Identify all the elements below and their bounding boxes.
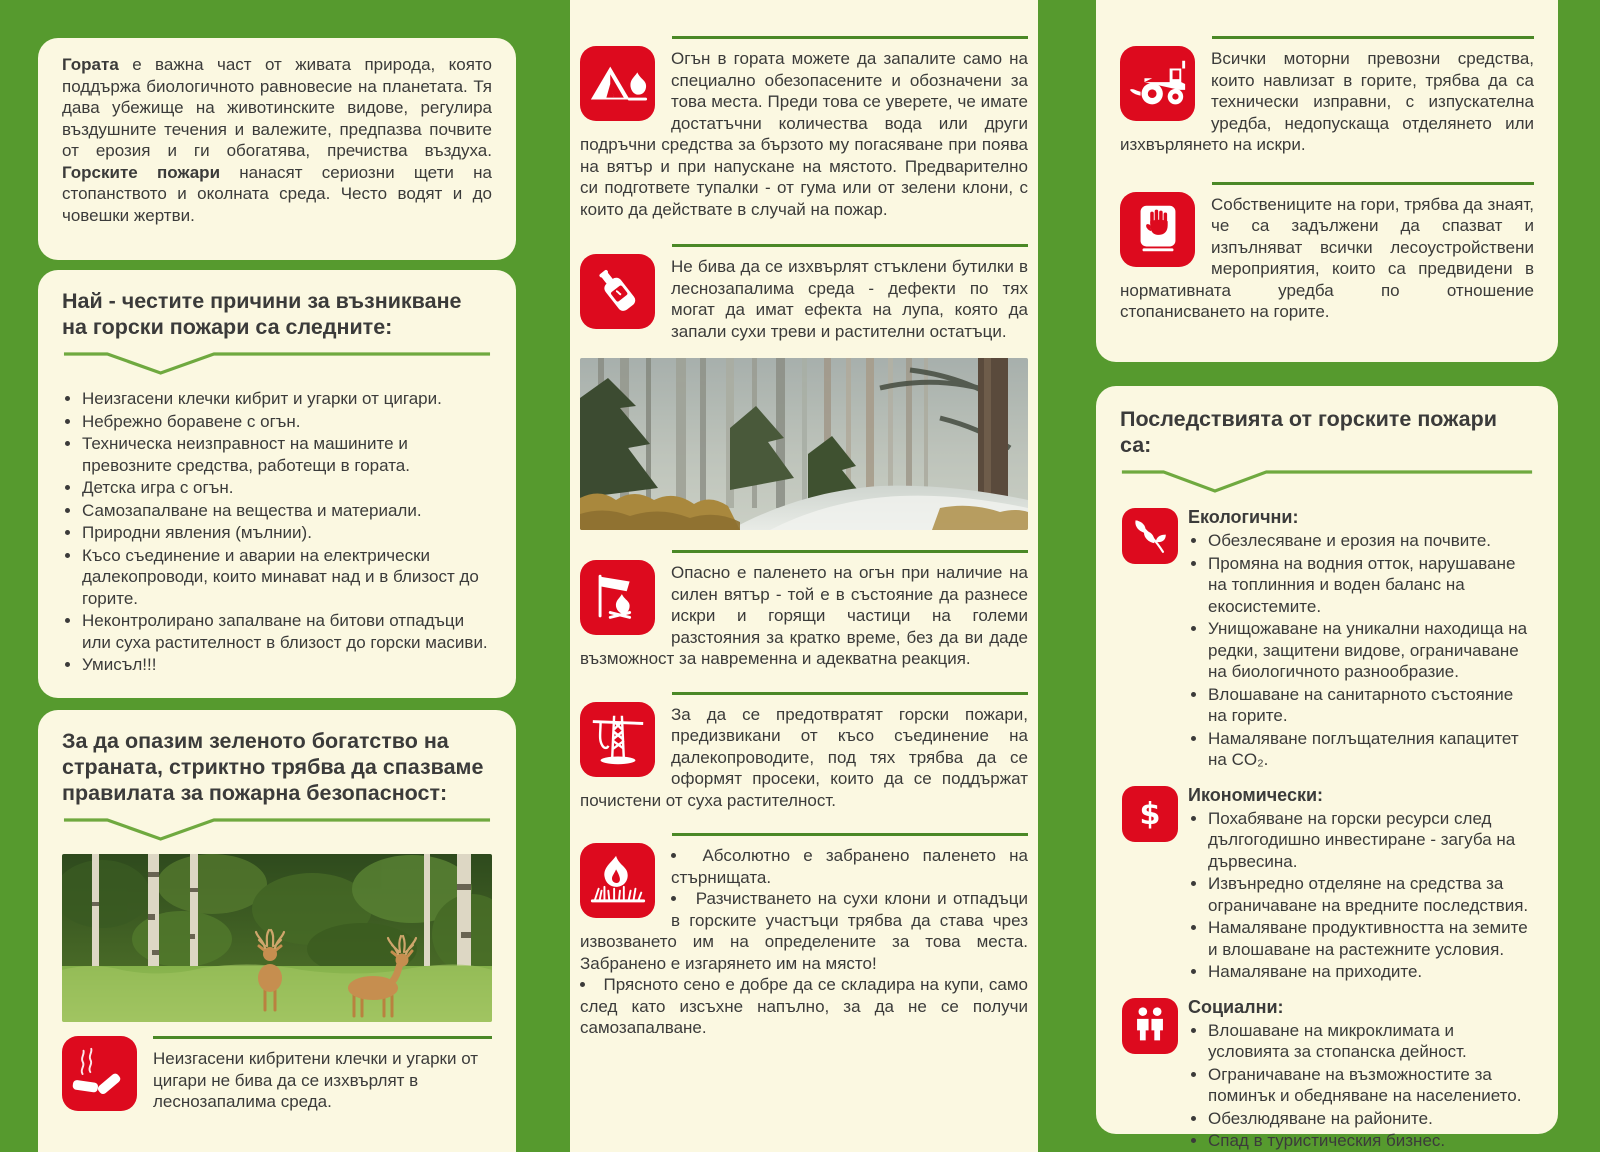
list-item: • Самозапалване на вещества и материали. bbox=[82, 500, 492, 522]
rules-card bbox=[38, 710, 516, 1152]
wind-rule-block bbox=[580, 550, 1028, 670]
section-title: Икономически: bbox=[1188, 784, 1324, 805]
section-title: Екологични: bbox=[1188, 507, 1299, 527]
tractor-icon bbox=[1120, 46, 1195, 121]
list-item: • Унищожаване на уникални находища на редки, защитени видове, ограничаване на биологичното разнообразие. bbox=[1208, 618, 1534, 683]
list-item: • Ограничаване на възможностите за поминък и обедняване на населението. bbox=[1208, 1064, 1534, 1107]
stubble-rule-block bbox=[580, 833, 1028, 1039]
vehicles-owners-card bbox=[1096, 0, 1558, 362]
windsock-fire-icon bbox=[580, 560, 655, 635]
vehicles-rule-block bbox=[1120, 36, 1534, 156]
owners-rule-text: Собствениците на гори, трябва да знаят, че са задължени да спазват и изпълняват всички лесоустройствени мероприятия, които са предвидени в нормативната уредба по отношение стопанисването на горите. bbox=[1120, 194, 1534, 321]
list-item: • Похабяване на горски ресурси след дългогодишно инвестиране - загуба на дървесина. bbox=[1208, 808, 1534, 873]
two-people-icon bbox=[1122, 998, 1178, 1054]
list-item: • Обезлюдяване на районите. bbox=[1208, 1108, 1534, 1130]
list-item: • Умисъл!!! bbox=[82, 654, 492, 676]
causes-heading: Най - честите причини за възникване на горски пожари са следните: bbox=[62, 289, 462, 339]
hand-on-book-icon bbox=[1120, 192, 1195, 267]
chevron-divider bbox=[62, 350, 492, 376]
causes-list bbox=[62, 388, 492, 676]
list-item: • Намаляване продуктивността на земите и влошаване на растежните условия. bbox=[1208, 917, 1534, 960]
vehicles-rule-text: Всички моторни превозни средства, които навлизат в горите, трябва да са технически изправни, с изпускателна уредба, недопускаща отделянето или изхвърлянето на искри. bbox=[1120, 49, 1534, 154]
power-line-icon bbox=[580, 702, 655, 777]
rule-line bbox=[672, 244, 1028, 247]
list-item: • Прясното сено е добре да се складира на купи, само след като изсъхне напълно, за да не се получи самозапалване. bbox=[580, 974, 1028, 1039]
misty-forest-photo bbox=[580, 358, 1028, 530]
list-item: • Намаляване поглъщателния капацитет на CO₂. bbox=[1208, 728, 1534, 771]
causes-card bbox=[38, 270, 516, 698]
bottle-rule-text: Не бива да се изхвърлят стъклени бутилки в леснозапалима среда - дефекти по тях могат да имат ефекта на лупа, която да запали сухи треви и растителни остатъци. bbox=[671, 257, 1028, 341]
list-item: • Абсолютно е забранено паленето на стърнищата. bbox=[580, 845, 1028, 888]
list-item: • Природни явления (мълнии). bbox=[82, 522, 492, 544]
tent-campfire-icon bbox=[580, 46, 655, 121]
wind-rule-text: Опасно е паленето на огън при наличие на силен вятър - той е в състояние да разнесе искри и горящи частици на големи разстояния за кратко време, без да ви даде възможност за навременна и адекватна реакция. bbox=[580, 563, 1028, 668]
social-list bbox=[1188, 1020, 1534, 1152]
rule-line bbox=[1212, 182, 1534, 185]
dollar-icon bbox=[1122, 786, 1178, 842]
economic-list bbox=[1188, 808, 1534, 983]
list-item: • Неизгасени клечки кибрит и угарки от цигари. bbox=[82, 388, 492, 410]
cigarette-warning bbox=[62, 1036, 492, 1113]
bottle-rule-block bbox=[580, 244, 1028, 342]
list-item: • Влошаване на микроклимата и условията за стопанска дейност. bbox=[1208, 1020, 1534, 1063]
cigarette-icon bbox=[62, 1036, 137, 1111]
rule-line bbox=[672, 833, 1028, 836]
rules-heading: За да опазим зеленото богатство на страната, стриктно трябва да спазваме правилата за пожарна безопасност: bbox=[62, 729, 484, 805]
intro-paragraph: Гората е важна част от живата природа, която поддържа биологичното равновесие на планетата. Тя дава убежище на животинските видове, регулира въздушните течения и валежите, предпазва почвите от ерозия и ги обогатява, пречиства въздуха. Горските пожари нанасят сериозни щети на стопанството и околната среда. Често водят и до човешки жертви. bbox=[62, 55, 492, 225]
campfire-rule-text: Огън в гората можете да запалите само на специално обезопасените и обозначени за това места. Преди това се уверете, че имате достатъчни количества вода или други подръчни средства за бързото му погасяване при поява на вятър и при напускане на мястото. Предварително си подгответе тупалки - от гума или от зелени клони, с които да действате в случай на пожар. bbox=[580, 49, 1028, 219]
section-social bbox=[1120, 996, 1534, 1152]
list-item: • Неконтролирано запалване на битови отпадъци или суха растителност в близост до горски масиви. bbox=[82, 610, 492, 653]
rule-line bbox=[672, 550, 1028, 553]
list-item: • Късо съединение и аварии на електрически далекопроводи, които минават над и в близост до горите. bbox=[82, 545, 492, 610]
intro-bold-fires: Горските пожари bbox=[62, 162, 221, 182]
chevron-divider bbox=[62, 816, 492, 842]
section-economic bbox=[1120, 784, 1534, 984]
list-item: • Разчистването на сухи клони и отпадъци в горските участъци трябва да става чрез извозването им на определените за това места. Забранено е изгарянето им на място! bbox=[580, 888, 1028, 974]
powerline-rule-block bbox=[580, 692, 1028, 812]
cigarette-warning-text: Неизгасени кибритени клечки и угарки от цигари не бива да се изхвърлят в леснозапалима среда. bbox=[153, 1049, 479, 1111]
campfire-rule-block bbox=[580, 36, 1028, 220]
burning-stubble-icon bbox=[580, 843, 655, 918]
list-item: • Спад в туристическия бизнес. bbox=[1208, 1130, 1534, 1152]
rule-line bbox=[672, 692, 1028, 695]
powerline-rule-text: За да се предотвратят горски пожари, предизвикани от късо съединение на далекопроводите, под тях трябва да се оформят просеки, които да се поддържат почистени от суха растителност. bbox=[580, 704, 1028, 810]
intro-bold-forest: Гората bbox=[62, 55, 119, 74]
consequences-card bbox=[1096, 386, 1558, 1150]
list-item: • Промяна на водния отток, нарушаване на топлинния и воден баланс на екосистемите. bbox=[1208, 553, 1534, 618]
section-title: Социални: bbox=[1188, 996, 1284, 1017]
intro-card bbox=[38, 38, 516, 260]
section-ecological bbox=[1120, 506, 1534, 772]
leaf-icon bbox=[1122, 508, 1178, 564]
rule-line bbox=[672, 36, 1028, 39]
list-item: • Влошаване на санитарното състояние на горите. bbox=[1208, 684, 1534, 727]
middle-panel bbox=[570, 0, 1038, 1152]
rule-line bbox=[1212, 36, 1534, 39]
list-item: • Детска игра с огън. bbox=[82, 477, 492, 499]
list-item: • Обезлесяване и ерозия на почвите. bbox=[1208, 530, 1534, 552]
rule-line bbox=[153, 1036, 492, 1039]
owners-rule-block bbox=[1120, 182, 1534, 323]
deer-forest-photo bbox=[62, 854, 492, 1022]
list-item: • Небрежно боравене с огън. bbox=[82, 411, 492, 433]
list-item: • Извънредно отделяне на средства за ограничаване на вредните последствия. bbox=[1208, 873, 1534, 916]
chevron-divider bbox=[1120, 468, 1534, 494]
list-item: • Техническа неизправност на машините и превозните средства, работещи в гората. bbox=[82, 433, 492, 476]
consequences-heading: Последствията от горските пожари са: bbox=[1120, 407, 1497, 457]
list-item: • Намаляване на приходите. bbox=[1208, 961, 1534, 983]
ecological-list bbox=[1188, 530, 1534, 771]
glass-bottle-icon bbox=[580, 254, 655, 329]
